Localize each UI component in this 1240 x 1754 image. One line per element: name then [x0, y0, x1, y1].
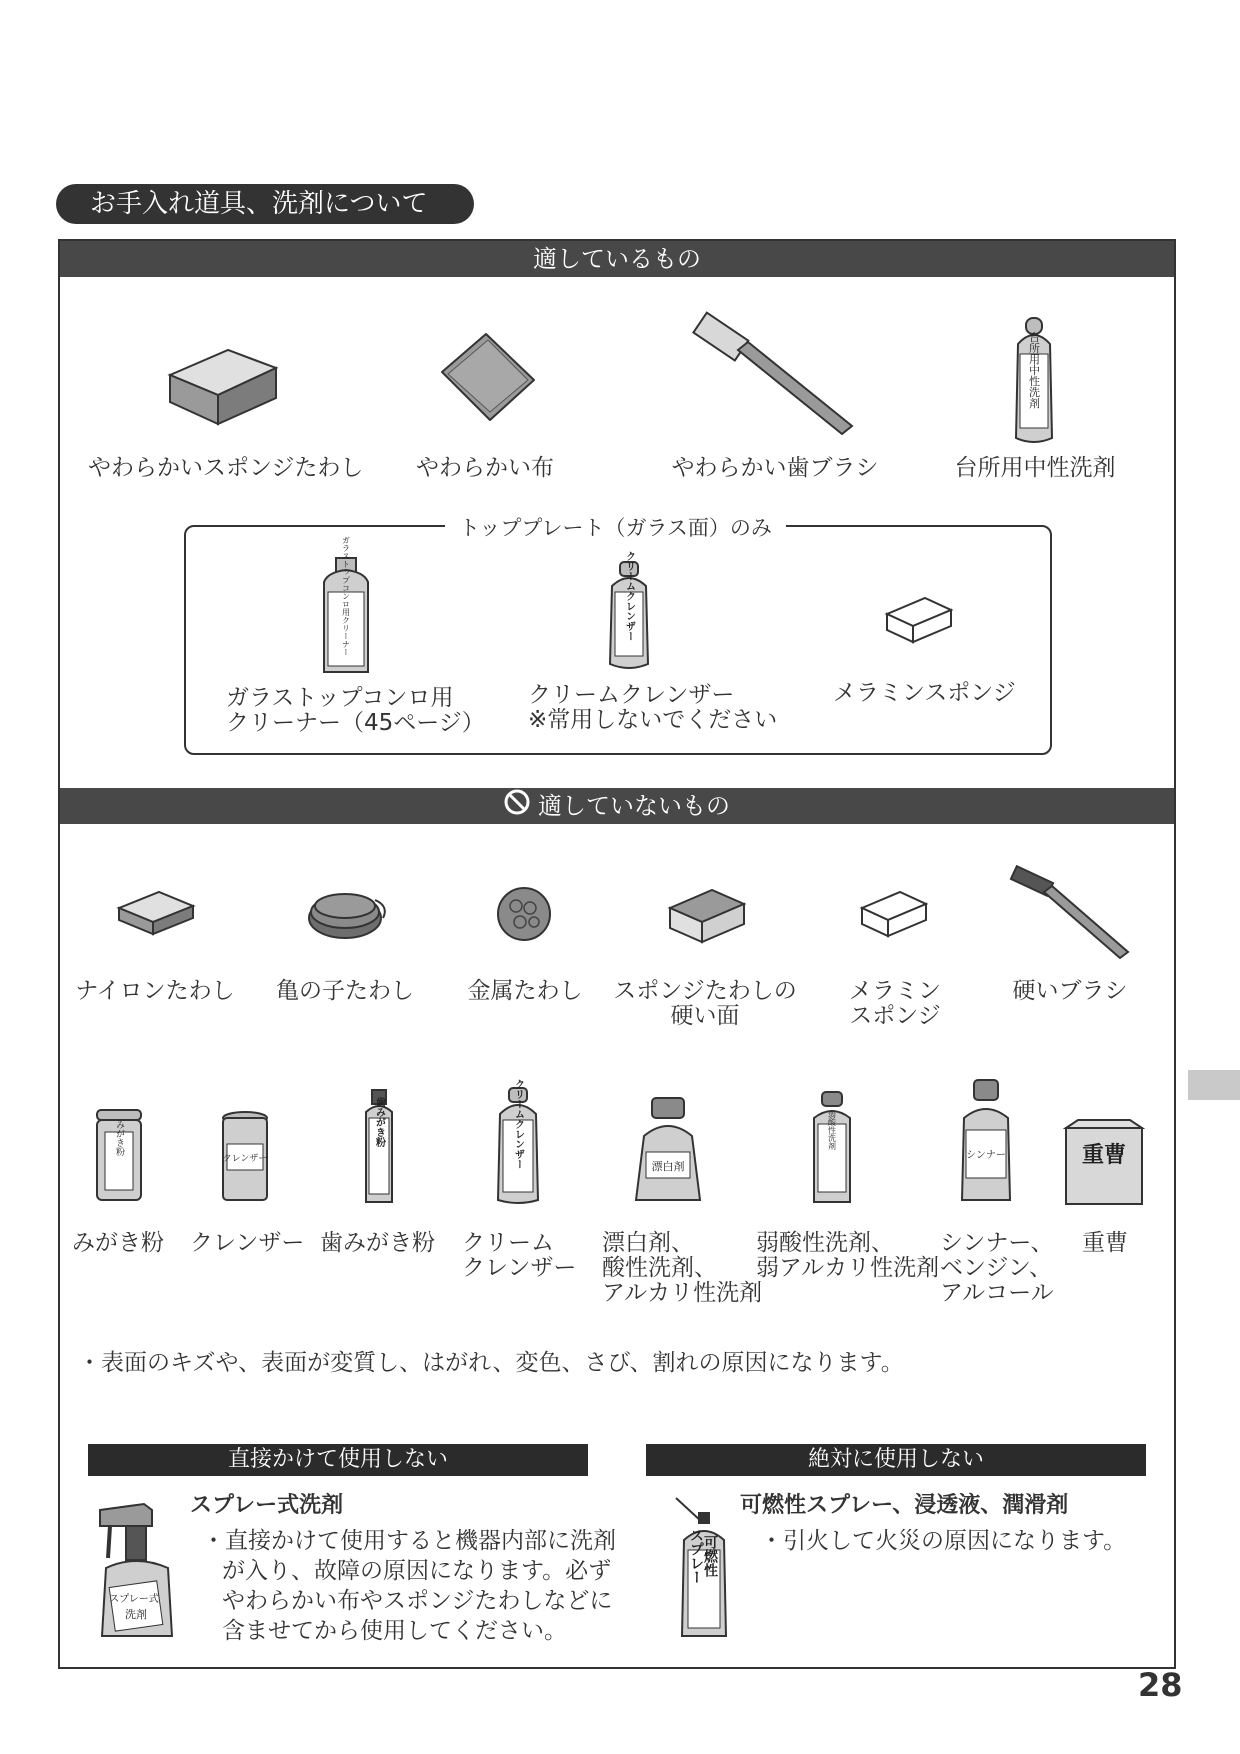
warning-left-body-4: 含ませてから使用してください。	[222, 1618, 567, 1644]
unsuitable-label: 漂白剤、	[602, 1230, 694, 1256]
cream-cleanser-bottle	[606, 551, 652, 670]
bleach-bottle	[632, 1096, 704, 1206]
unsuitable-label: みがき粉	[72, 1230, 164, 1256]
metal-scrubber-illustration	[496, 886, 556, 946]
warning-left-body-3: やわらかい布やスポンジたわしなどに	[222, 1588, 613, 1614]
unsuitable-label: 硬い面	[670, 1003, 740, 1029]
unsuitable-label: スポンジ	[849, 1003, 941, 1029]
soft-cloth-illustration	[438, 332, 538, 432]
weak-acid-bottle-text: 弱酸性洗剤	[827, 1110, 837, 1150]
melamine-sponge-2-illustration	[860, 890, 930, 940]
cream-cleanser-label: クリームクレンザー	[623, 551, 635, 641]
unsuitable-label: アルコール	[940, 1280, 1054, 1306]
baking-soda-box	[1064, 1118, 1144, 1206]
glass-top-cleaner-label-2: クリーナー（45ページ）	[226, 710, 485, 736]
unsuitable-label: スポンジたわしの	[613, 978, 797, 1004]
spray-bottle-illustration	[92, 1496, 180, 1640]
unsuitable-label: 酸性洗剤、	[602, 1255, 717, 1281]
chapter-tab	[1188, 1070, 1240, 1100]
prohibited-icon	[504, 789, 530, 825]
unsuitable-label: 弱アルカリ性洗剤	[756, 1255, 940, 1281]
unsuitable-heading: 適していないもの	[538, 792, 730, 820]
top-plate-title: トッププレート（ガラス面）のみ	[445, 512, 786, 542]
cream-cleanser-2-bottle	[494, 1079, 542, 1206]
section-title: お手入れ道具、洗剤について	[56, 184, 474, 224]
tooth-powder-bottle-text: 歯みがき粉	[373, 1097, 385, 1147]
melamine-sponge-illustration	[885, 596, 955, 646]
turtle-scrubber-illustration	[305, 884, 395, 942]
nylon-scrubber-illustration	[117, 890, 197, 938]
flammable-spray-can-illustration	[672, 1494, 742, 1642]
unsuitable-label: ナイロンたわし	[75, 978, 235, 1004]
suitable-item-label: 台所用中性洗剤	[954, 455, 1116, 481]
warning-right-body: ・引火して火災の原因になります。	[760, 1528, 1127, 1554]
warning-left-title: スプレー式洗剤	[190, 1493, 344, 1518]
suitable-item-label: やわらかいスポンジたわし	[88, 455, 364, 481]
unsuitable-label: 金属たわし	[467, 978, 583, 1004]
unsuitable-label: シンナー、	[940, 1230, 1054, 1256]
unsuitable-label: 重曹	[1082, 1230, 1128, 1256]
warning-left-bar: 直接かけて使用しない	[88, 1444, 588, 1476]
cream-cleanser-note: ※常用しないでください	[528, 707, 778, 733]
warning-left-body-2: が入り、故障の原因になります。必ず	[222, 1558, 612, 1584]
tooth-powder-tube	[362, 1088, 396, 1206]
flammable-can-text-2: スプレー	[688, 1528, 704, 1584]
suitable-item-label: やわらかい歯ブラシ	[671, 455, 879, 481]
warning-right-title: 可燃性スプレー、浸透液、潤滑剤	[740, 1493, 1069, 1518]
suitable-item-label: やわらかい布	[416, 455, 554, 481]
unsuitable-label: アルカリ性洗剤	[602, 1280, 763, 1306]
glass-top-cleaner-bottle	[318, 536, 374, 676]
unsuitable-label: メラミン	[849, 978, 941, 1004]
page-number: 28	[1138, 1666, 1183, 1704]
polishing-powder-can	[95, 1108, 143, 1204]
neutral-detergent-bottle	[1010, 316, 1058, 446]
thinner-bottle	[958, 1078, 1014, 1206]
unsuitable-label: クレンザー	[462, 1255, 577, 1281]
unsuitable-label: クリーム	[462, 1230, 554, 1256]
warning-right-bar: 絶対に使用しない	[646, 1444, 1146, 1476]
unsuitable-label: 歯みがき粉	[320, 1230, 435, 1256]
unsuitable-label: 弱酸性洗剤、	[756, 1230, 894, 1256]
soft-sponge-illustration	[168, 340, 288, 430]
glass-top-cleaner-label: ガラストップコンロ用クリーナー	[341, 536, 351, 656]
soft-toothbrush-illustration	[690, 322, 860, 440]
weak-acid-detergent-bottle	[810, 1090, 854, 1206]
cleanser-can	[220, 1110, 270, 1204]
unsuitable-label: 硬いブラシ	[1012, 978, 1128, 1004]
suitable-heading: 適しているもの	[60, 241, 1174, 277]
cleanser-bottle-text: クレンザー	[222, 1154, 268, 1164]
baking-soda-box-text: 重曹	[1081, 1143, 1127, 1168]
bleach-bottle-text: 漂白剤	[651, 1160, 685, 1173]
unsuitable-label: 亀の子たわし	[276, 978, 414, 1004]
hard-brush-illustration	[1010, 872, 1130, 962]
polishing-powder-bottle-text: みがき粉	[114, 1120, 124, 1156]
thinner-bottle-text: シンナー	[966, 1150, 1006, 1161]
melamine-sponge-name: メラミンスポンジ	[833, 680, 1016, 706]
cream-cleanser-2-bottle-text: クリームクレンザー	[512, 1079, 524, 1169]
glass-top-cleaner-label-1: ガラストップコンロ用	[226, 685, 454, 711]
unsuitable-label: クレンザー	[190, 1230, 305, 1256]
spray-bottle-text-1: スプレー式	[109, 1594, 159, 1605]
unsuitable-label: ベンジン、	[940, 1255, 1053, 1281]
hard-sponge-side-illustration	[668, 886, 748, 946]
neutral-detergent-label: 台所用中性洗剤	[1027, 331, 1041, 409]
unsuitable-heading-band	[60, 788, 1174, 824]
cream-cleanser-name: クリームクレンザー	[528, 682, 735, 708]
warning-left-body-1: ・直接かけて使用すると機器内部に洗剤	[202, 1528, 616, 1554]
damage-note: ・表面のキズや、表面が変質し、はがれ、変色、さび、割れの原因になります。	[78, 1350, 904, 1376]
flammable-can-text-1: 可燃性	[702, 1535, 718, 1577]
spray-bottle-text-2: 洗剤	[125, 1608, 147, 1621]
